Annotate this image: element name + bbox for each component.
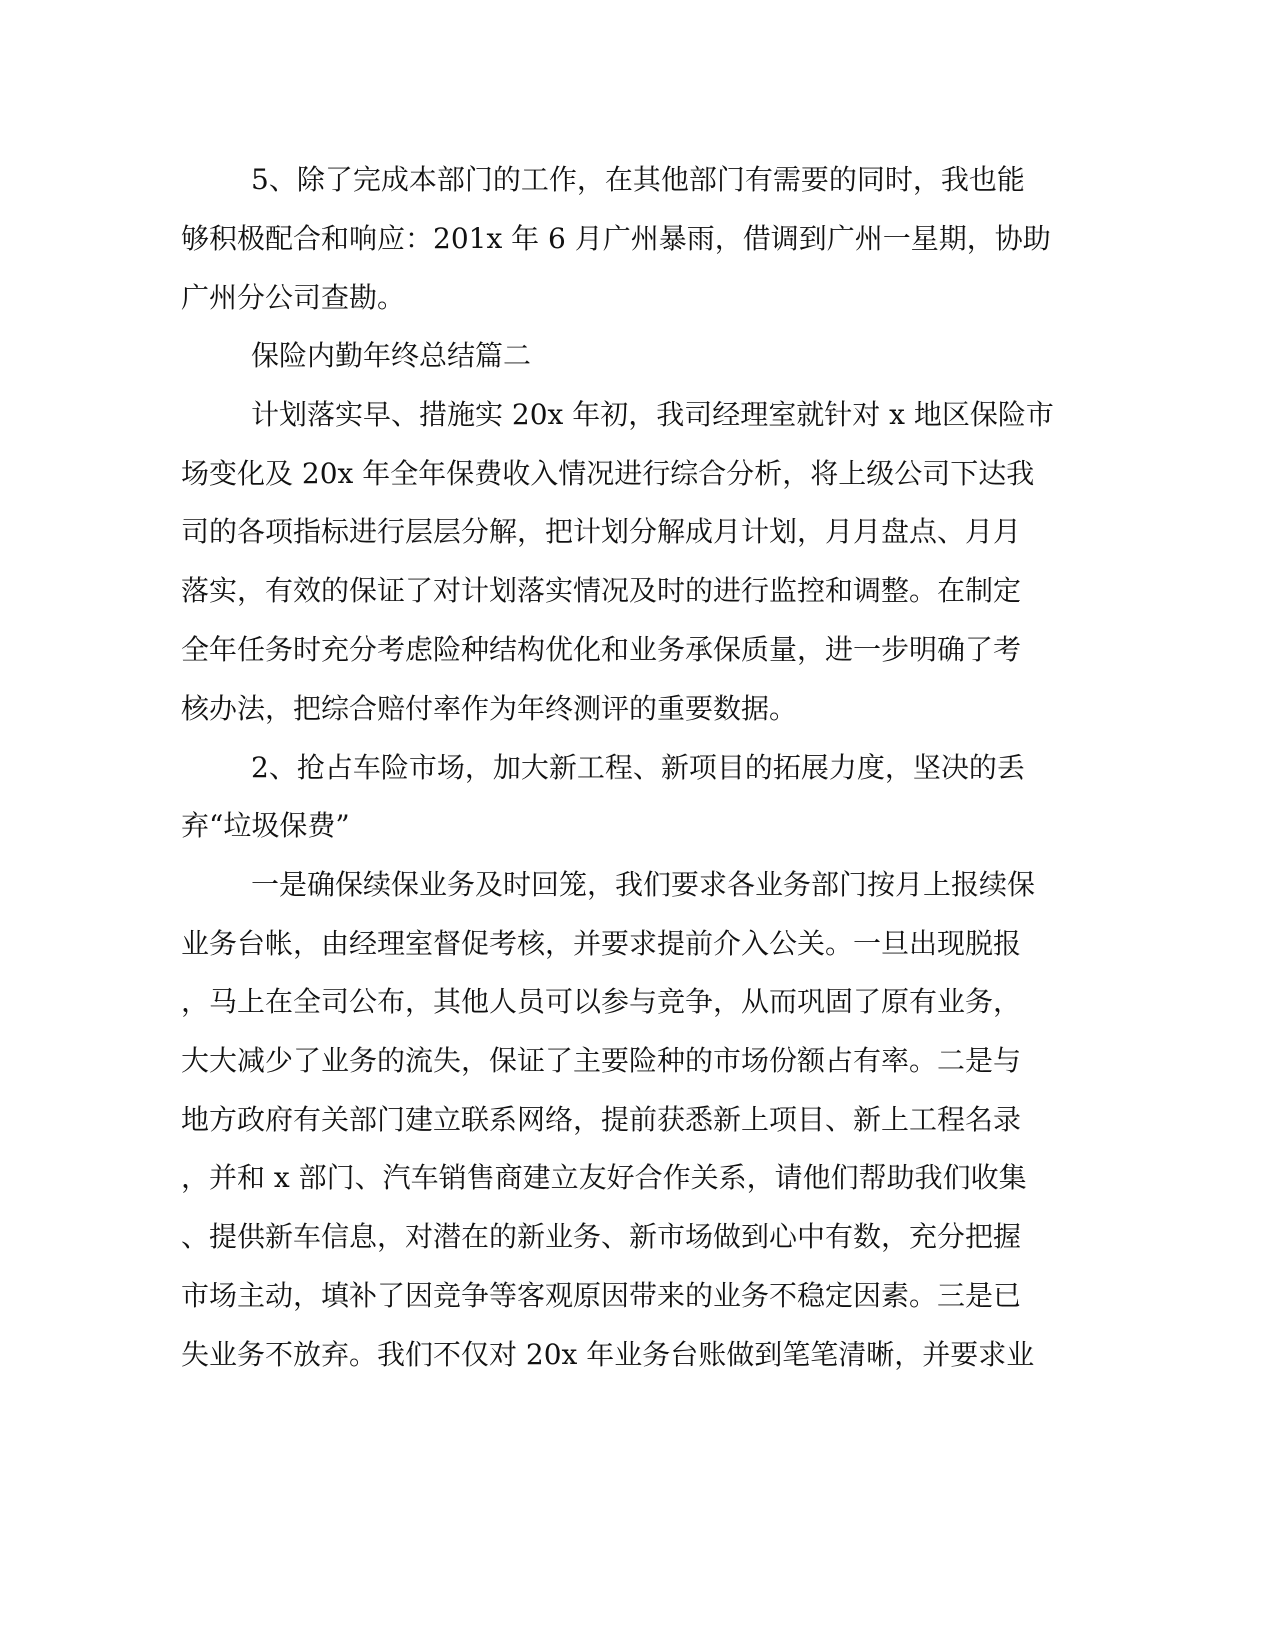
text-line: 弃“垃圾保费” <box>181 809 350 842</box>
text-line: 地方政府有关部门建立联系网络，提前获悉新上项目、新上工程名录 <box>181 1103 1022 1136</box>
text-line: 司的各项指标进行层层分解，把计划分解成月计划，月月盘点、月月 <box>181 515 1022 548</box>
text-line: 失业务不放弃。我们不仅对 20x 年业务台账做到笔笔清晰，并要求业 <box>181 1338 1035 1371</box>
text-line: 大大减少了业务的流失，保证了主要险种的市场份额占有率。二是与 <box>181 1044 1022 1077</box>
text-line: 场变化及 20x 年全年保费收入情况进行综合分析，将上级公司下达我 <box>181 457 1035 490</box>
text-line: 够积极配合和响应：201x 年 6 月广州暴雨，借调到广州一星期，协助 <box>181 222 1051 255</box>
text-line: 核办法，把综合赔付率作为年终测评的重要数据。 <box>181 692 798 725</box>
text-line: ，马上在全司公布，其他人员可以参与竞争，从而巩固了原有业务， <box>181 985 1022 1018</box>
text-line: 2、抢占车险市场，加大新工程、新项目的拓展力度，坚决的丢 <box>251 751 1025 784</box>
text-line: 、提供新车信息，对潜在的新业务、新市场做到心中有数，充分把握 <box>181 1220 1022 1253</box>
text-line: 落实，有效的保证了对计划落实情况及时的进行监控和调整。在制定 <box>181 574 1022 607</box>
text-line: 业务台帐，由经理室督促考核，并要求提前介入公关。一旦出现脱报 <box>181 927 1022 960</box>
text-line: 一是确保续保业务及时回笼，我们要求各业务部门按月上报续保 <box>251 868 1036 901</box>
text-line: 广州分公司查勘。 <box>181 281 406 314</box>
text-line: 5、除了完成本部门的工作，在其他部门有需要的同时，我也能 <box>251 163 1025 196</box>
text-line: ，并和 x 部门、汽车销售商建立友好合作关系，请他们帮助我们收集 <box>181 1161 1027 1194</box>
text-line: 全年任务时充分考虑险种结构优化和业务承保质量，进一步明确了考 <box>181 633 1022 666</box>
text-line: 市场主动，填补了因竞争等客观原因带来的业务不稳定因素。三是已 <box>181 1279 1022 1312</box>
section-heading: 保险内勤年终总结篇二 <box>251 339 532 372</box>
text-line: 计划落实早、措施实 20x 年初，我司经理室就针对 x 地区保险市 <box>251 398 1054 431</box>
